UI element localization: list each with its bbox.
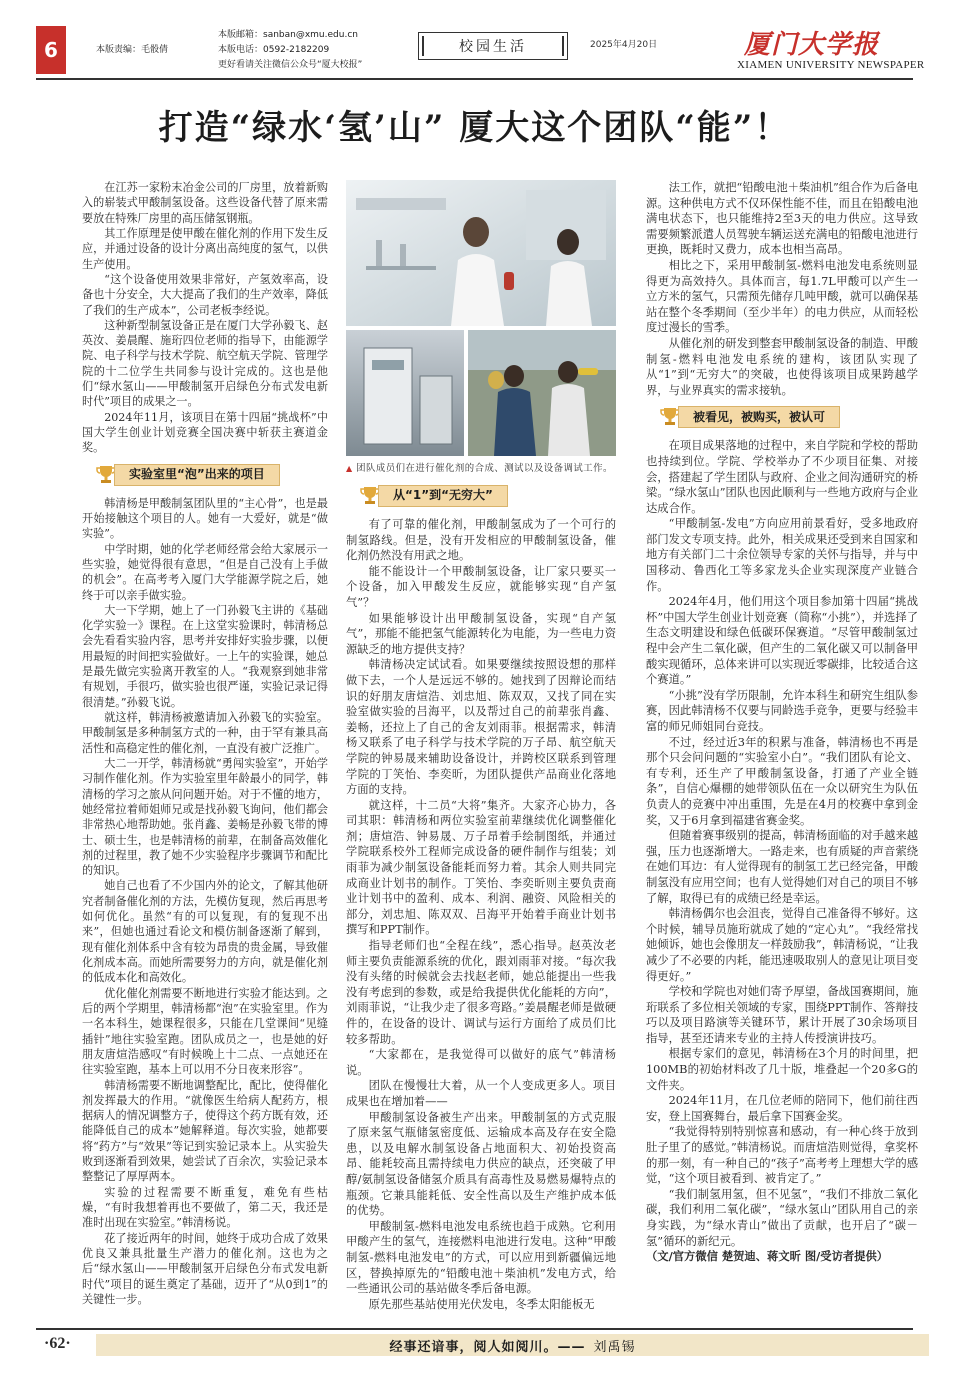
body-paragraph: 2024年11月，在几位老师的陪同下，他们前往西安，登上国赛舞台，最后拿下国赛金奖。: [646, 1094, 918, 1123]
contact-wechat: 更好看请关注微信公众号“厦大校报”: [218, 60, 363, 70]
masthead-logo: 厦门大学报: [744, 30, 880, 60]
caption-triangle-icon: ▲: [346, 464, 353, 473]
section-title: 校园生活: [418, 32, 568, 60]
body-paragraph: 2024年11月，该项目在第十四届“挑战杯”中国大学生创业计划竞赛全国决赛中斩获主赛道金奖。: [82, 410, 328, 455]
subheading-label: 从“1”到“无穷大”: [378, 485, 508, 507]
article-column-1: [82, 180, 328, 1307]
body-paragraph: 根据专家们的意见，韩清杨在3个月的时间里，把100MB的初始材料改了几十版，堆叠起一个20多G的文件夹。: [646, 1047, 918, 1092]
body-paragraph: 中学时期，她的化学老师经常会给大家展示一些实验，她觉得很有意思，“但是自己没有上手做的机会”。在高考考入厦门大学能源学院之后，她终于可以亲手做实验。: [82, 542, 328, 602]
body-paragraph: 有了可靠的催化剂，甲酸制氢成为了一个可行的制氢路线。但是，没有开发相应的甲酸制氢设备，催化剂仍然没有用武之地。: [346, 518, 616, 563]
body-paragraph: 学校和学院也对她们寄予厚望，备战国赛期间，施珩联系了多位相关领域的专家，围绕PPT制作、答辩技巧以及项目路演等关键环节，累计开展了30余场项目指导，甚至还请来专业的主持人传授演讲技巧。: [646, 985, 918, 1045]
body-paragraph: 韩清杨偶尔也会沮丧，觉得自己准备得不够好。这个时候，辅导员施珩就成了她的“定心丸”。“我经常找她倾诉，她也会像朋友一样鼓励我”，韩清杨说，“让我减少了不必要的内耗，能迅速吸取别人的意见让项目变得更好。”: [646, 907, 918, 983]
article-credit: （文/官方微信 楚贺迪、蒋文昕 图/受访者提供）: [646, 1249, 889, 1264]
body-paragraph: 大二一开学，韩清杨就“勇闯实验室”，开始学习制作催化剂。作为实验室里年龄最小的同学，韩清杨的学习之旅从问问题开始。对于不懂的地方，她经常拉着师姐师兄或是找孙毅飞询问，他们都会非常热心地帮助她。张肖鑫、姜畅是孙毅飞带的博士、硕士生，也是韩清杨的前辈，在制备高效催化剂的过程里，教了她不少实验程序步骤调节和配比的知识。: [82, 756, 328, 878]
contact-email: 本版邮箱：sanban@xmu.edu.cn: [218, 30, 358, 40]
page-editor: 本版责编：毛骰倩: [96, 45, 169, 55]
caption-text: 团队成员们在进行催化剂的合成、测试以及设备调试工作。: [356, 463, 613, 474]
body-paragraph: 大一下学期，她上了一门孙毅飞主讲的《基础化学实验一》课程。在上这堂实验课时，韩清杨总会先看看实验内容，思考并安排好实验步骤，以便用最短的时间把实验做好。一上午的实验课，她总是最先做完实验离开教室的人。“我观察到她非常有规划，手很巧，做实验也很严谨，实验记录记得很清楚。”孙毅飞说。: [82, 603, 328, 709]
body-paragraph: 韩清杨是甲酸制氢团队里的“主心骨”，也是最开始接触这个项目的人。她有一大爱好，就是“做实验”。: [82, 496, 328, 541]
body-paragraph: 她自己也看了不少国内外的论文，了解其他研究者制备催化剂的方法，先模仿复现，然后再思考如何优化。虽然“有的可以复现，有的复现不出来”，但她也通过看论文和模仿制备逐渐了解到，现有催化剂体系中含有较为昂贵的贵金属，导致催化剂成本高。而她所需要努力的方向，就是催化剂的低成本化和高效化。: [82, 879, 328, 985]
photo-collage: [346, 180, 616, 456]
page-number-badge: 6: [36, 26, 66, 74]
masthead-english: XIAMEN UNIVERSITY NEWSPAPER: [737, 59, 925, 71]
body-paragraph: 能不能设计一个甲酸制氢设备，让厂家只要买一个设备，加入甲酸发生反应，就能够实现“自产氢气”？: [346, 564, 616, 609]
body-paragraph: 就这样，韩清杨被邀请加入孙毅飞的实验室。甲酸制氢是多种制氢方式的一种，由于罕有兼具高活性和高稳定性的催化剂，一直没有被广泛推广。: [82, 711, 328, 755]
body-paragraph: 原先那些基站使用光伏发电，冬季太阳能板无: [368, 1297, 595, 1311]
photo-collage-image: [346, 180, 616, 456]
body-paragraph: 韩清杨决定试试看。如果要继续按照设想的那样做下去，一个人是远远不够的。她找到了因辩论而结识的好朋友唐煊浩、刘忠旭、陈双双，又找了同在实验室做实验的吕海平，以及帮过自己的前辈张肖鑫、姜畅，还拉上了自己的舍友刘雨菲。根据需求，韩清杨又联系了电子科学与技术学院的万子昂、航空航天学院的钟易晟来辅助设备设计，并跨校区联系到管理学院的丁笑怡、李奕昕，为团队提供产品商业化落地方面的支持。: [346, 658, 616, 797]
header-divider: [36, 78, 913, 80]
subheading-scaleup: [358, 483, 616, 509]
body-paragraph: 如果能够设计出甲酸制氢设备，实现“自产氢气”，那能不能把氢气能源转化为电能，为一些电力资源缺乏的地方提供支持？: [346, 611, 616, 656]
subheading-recognized: [658, 404, 918, 430]
body-paragraph: 指导老师们也“全程在线”，悉心指导。赵英汝老师主要负责能源系统的优化，跟刘雨菲对接。“每次我没有头绪的时候就会去找赵老师，她总能提出一些我没有考虑到的参数，或是给我提供优化能耗的方向”，刘雨菲说，“让我少走了很多弯路。”姜晨醒老师是做硬件的，在设备的设计、调试与运行方面给了成员们比较多帮助。: [346, 939, 616, 1046]
footer-quote: 经事还谙事，阅人如阅川。——: [389, 1339, 586, 1355]
article-column-2: [346, 180, 616, 1312]
footer-quote-band: [96, 1334, 929, 1356]
body-paragraph: 就这样，十二员“大将”集齐。大家齐心协力，各司其职：韩清杨和两位实验室前辈继续优化调整催化剂；唐煊浩、钟易晟、万子昂着手绘制图纸，并通过学院联系校外工程师完成设备的硬件制作与组装；刘雨菲为减少制氢设备能耗而努力着。其余人则共同完成商业计划书的制作。丁笑怡、李奕昕则主要负责商业计划书中的盈利、成本、利润、融资、风险相关的部分，刘忠旭、陈双双、吕海平开始着手商业计划书撰写和PPT制作。: [346, 798, 616, 937]
body-paragraph: “这个设备使用效果非常好，产氢效率高，设备也十分安全，大大提高了我们的生产效率，降低了我们的生产成本”，公司老板李经说。: [82, 272, 328, 317]
footer-page-number: ·62·: [44, 1335, 71, 1352]
body-paragraph: 团队在慢慢壮大着，从一个人变成更多人。项目成果也在增加着——: [346, 1079, 616, 1108]
body-paragraph: “小挑”没有学历限制，允许本科生和研究生组队参赛，因此韩清杨不仅要与同龄选手竞争，更要与经验丰富的师兄师姐同台竞技。: [646, 688, 918, 733]
publication-date: 2025年4月20日: [590, 40, 658, 50]
contact-info: [218, 28, 362, 73]
body-paragraph: 在江苏一家粉末冶金公司的厂房里，放着新购入的崭装式甲酸制氢设备。这些设备代替了原来需要放在特殊厂房里的高压储氢钢瓶。: [82, 181, 328, 225]
article-headline: 打造“绿水‘氢’山” 厦大这个团队“能”！: [158, 108, 791, 148]
photo-caption: [346, 462, 616, 475]
body-paragraph: 其工作原理是使甲酸在催化剂的作用下发生反应，并通过设备的设计分离出高纯度的氢气，以供生产使用。: [82, 226, 328, 271]
body-paragraph: 优化催化剂需要不断地进行实验才能达到。之后的两个学期里，韩清杨都“泡”在实验室里。作为一名本科生，她课程很多，只能在几堂课间“见缝插针”地往实验室跑。团队成员之一，也是她的好朋友唐煊浩感叹“有时候晚上十二点、一点她还在往实验室跑，基本上可以用不分日夜来形容”。: [82, 986, 328, 1077]
body-paragraph: 相比之下，采用甲酸制氢-燃料电池发电系统则显得更为高效持久。具体而言，每1.7L甲酸可以产生一立方米的氢气，只需预先储存几吨甲酸，就可以确保基站在整个冬季期间（至少半年）的电力供应，从而轻松度过漫长的雪季。: [646, 258, 918, 335]
body-paragraph: 花了接近两年的时间，她终于成功合成了效果优良又兼具批量生产潜力的催化剂。这也为之后“绿水氢山——甲酸制氢开启绿色分布式发电新时代”项目的诞生奠定了基础，迈开了“从0到1”的关键性一步。: [82, 1231, 328, 1306]
body-paragraph: 实验的过程需要不断重复，难免有些枯燥，“有时我想着再也不要做了，第二天，我还是准时出现在实验室。”韩清杨说。: [82, 1185, 328, 1230]
body-paragraph: “我们制氢用氢，但不见氢”，“我们不排放二氧化碳，我们利用二氧化碳”，“绿水氢山”团队用自己的亲身实践，为“绿水青山”做出了贡献，也开启了“碳－氢”循环的新纪元。: [646, 1187, 918, 1248]
body-paragraph: 在项目成果落地的过程中，来自学院和学校的帮助也持续到位。学院、学校举办了不少项目征集、对接会，搭建起了学生团队与政府、企业之间沟通研究的桥梁。“绿水氢山”团队也因此顺利与一些地方政府与企业达成合作。: [646, 439, 918, 515]
subheading-lab: [94, 462, 328, 488]
body-paragraph: 甲酸制氢设备被生产出来。甲酸制氢的方式克服了原来氢气瓶储氢密度低、运输成本高及存在安全隐患，以及电解水制氢设备占地面积大、初始投资高昂、能耗较高且需持续电力供应的缺点，还突破了甲醇/氨制氢设备储氢介质具有高毒性及易燃易爆特点的瓶颈。它兼具能耗低、安全性高以及生产维护成本低的优势。: [346, 1110, 616, 1218]
body-paragraph: “大家都在，是我觉得可以做好的底气”韩清杨说。: [346, 1048, 616, 1077]
contact-phone: 本版电话：0592-2182209: [218, 45, 330, 55]
body-paragraph: “甲酸制氢-发电”方向应用前景看好，受多地政府部门发文专项支持。此外，相关成果还受到来自国家和地方有关部门二十余位领导专家的关怀与指导，并与中国移动、鲁西化工等多家龙头企业实现深度产业链合作。: [646, 517, 918, 593]
body-paragraph: 2024年4月，他们用这个项目参加第十四届“挑战杯”中国大学生创业计划竞赛（简称“小挑”），并选择了生态文明建设和绿色低碳环保赛道。“尽管甲酸制氢过程中会产生二氧化碳，但产生的二氧化碳又可以制备甲酸实现循环，总体来讲可以实现近零碳排，比较适合这个赛道。”: [646, 595, 918, 687]
body-paragraph: “我觉得特别特别惊喜和感动，有一种心终于放到肚子里了的感觉。”韩清杨说。而唐煊浩则觉得，拿奖杯的那一刻，有一种自己的“孩子”高考考上理想大学的感觉，“这个项目被看到、被肯定了。”: [646, 1125, 918, 1186]
body-paragraph: 法工作，就把“铅酸电池＋柴油机”组合作为后备电源。这种供电方式不仅环保性能不佳，而且在铅酸电池满电状态下，也只能维持2至3天的电力供应。这导致需要频繁派遣人员驾驶车辆运送充满电的铅酸电池进行更换，既耗时又费力，成本也相当高昂。: [646, 181, 918, 257]
body-paragraph: 甲酸制氢-燃料电池发电系统也趋于成熟。它利用甲酸产生的氢气，连接燃料电池进行发电。这种“甲酸制氢-燃料电池发电”的方式，可以应用到新疆偏远地区，替换掉原先的“铅酸电池＋柴油机”发电方式，给一些通讯公司的基站做冬季后备电源。: [346, 1219, 616, 1296]
body-paragraph: 从催化剂的研发到整套甲酸制氢设备的制造、甲酸制氢-燃料电池发电系统的建构，该团队实现了从“1”到“无穷大”的突破，也使得该项目成果跨越学界，与业界真实的需求接轨。: [646, 336, 918, 397]
body-paragraph: 但随着赛事级别的提高，韩清杨面临的对手越来越强，压力也逐渐增大。一路走来，也有质疑的声音萦绕在她们耳边：有人觉得现有的制氢工艺已经完备，甲酸制氢没有应用空间；也有人觉得她们对自己的项目不够了解，取得已有的成绩已经是幸运。: [646, 829, 918, 905]
article-column-3: [646, 180, 918, 1265]
body-paragraph: 不过，经过近3年的积累与准备，韩清杨也不再是那个只会问问题的“实验室小白”。“我们团队有论文、有专利，还生产了甲酸制氢设备，打通了产业全链条”，自信心爆棚的她带领队伍在一众以研究生为队伍负责人的竞赛中冲出重围，先是在4月的校赛中拿到金奖，又于6月拿到福建省赛金奖。: [646, 735, 918, 827]
footer-quote-author: 刘禹锡: [593, 1339, 636, 1355]
subheading-label: 被看见，被购买，被认可: [678, 406, 840, 428]
body-paragraph: 这种新型制氢设备正是在厦门大学孙毅飞、赵英汝、姜晨醒、施珩四位老师的指导下，由能源学院、电子科学与技术学院、航空航天学院、管理学院的十二位学生共同参与设计完成的。这也是他们“绿水氢山——甲酸制氢开启绿色分布式发电新时代”项目的成果之一。: [82, 318, 328, 409]
subheading-label: 实验室里“泡”出来的项目: [114, 464, 280, 486]
body-paragraph: 韩清杨需要不断地调整配比，配比，使得催化剂发挥最大的作用。“就像医生给病人配药方，根据病人的情况调整方子，使得这个药方既有效，还能降低自己的成本”她解释道。每次实验，她都要将“药方”与“效果”等记到实验记录本上。从实验失败到逐渐看到效果，她尝试了百余次，实验记录本整整记了厚厚两本。: [82, 1078, 328, 1184]
